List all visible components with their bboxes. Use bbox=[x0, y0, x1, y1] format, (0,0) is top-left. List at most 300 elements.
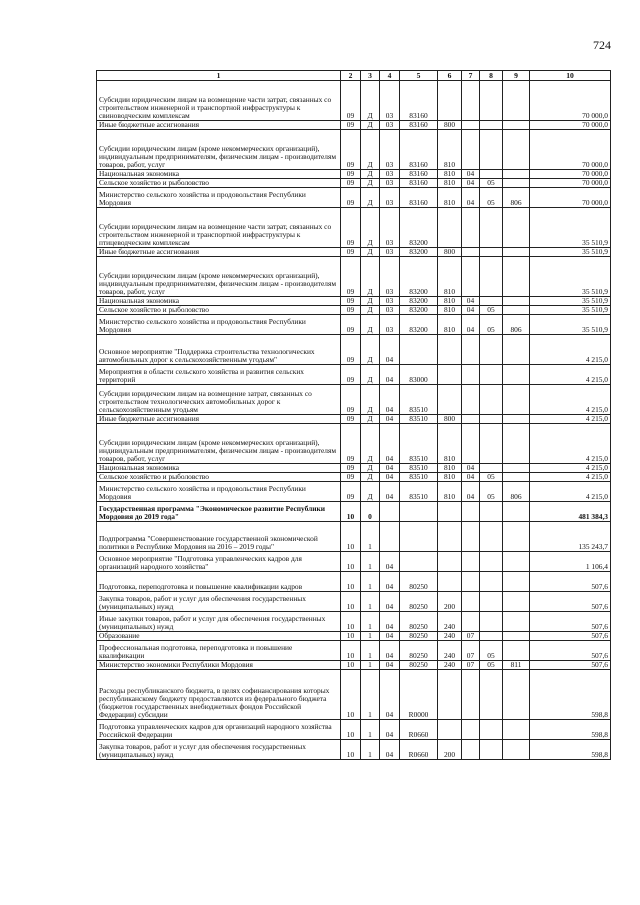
cell-direction: 83000 bbox=[400, 365, 438, 385]
cell-subdivision bbox=[480, 208, 503, 248]
cell-name: Министерство экономики Республики Мордовия bbox=[97, 661, 341, 670]
cell-expense-type: 240 bbox=[438, 661, 462, 670]
cell-ministry bbox=[503, 365, 530, 385]
cell-direction: R0660 bbox=[400, 720, 438, 740]
cell-direction bbox=[400, 502, 438, 522]
cell-division bbox=[462, 248, 480, 257]
cell-event: 04 bbox=[380, 661, 400, 670]
cell-expense-type bbox=[438, 385, 462, 415]
table-row bbox=[97, 661, 611, 670]
cell-ministry bbox=[503, 415, 530, 424]
cell-division bbox=[462, 522, 480, 552]
header-cell: 3 bbox=[361, 71, 380, 81]
cell-section: 10 bbox=[341, 572, 361, 592]
cell-division bbox=[462, 208, 480, 248]
cell-expense-type bbox=[438, 670, 462, 720]
cell-amount: 35 510,9 bbox=[530, 248, 611, 257]
cell-expense-type bbox=[438, 502, 462, 522]
cell-subdivision bbox=[480, 720, 503, 740]
page-number: 724 bbox=[593, 38, 611, 52]
cell-event: 04 bbox=[380, 464, 400, 473]
cell-amount: 4 215,0 bbox=[530, 473, 611, 482]
cell-direction bbox=[400, 522, 438, 552]
cell-section: 10 bbox=[341, 502, 361, 522]
cell-name: Сельское хозяйство и рыболовство bbox=[97, 179, 341, 188]
cell-subprogram: Д bbox=[361, 473, 380, 482]
cell-event bbox=[380, 522, 400, 552]
cell-division bbox=[462, 720, 480, 740]
cell-subdivision bbox=[480, 130, 503, 170]
cell-section: 10 bbox=[341, 522, 361, 552]
cell-ministry bbox=[503, 720, 530, 740]
cell-subdivision bbox=[480, 121, 503, 130]
cell-ministry bbox=[503, 424, 530, 464]
cell-expense-type bbox=[438, 572, 462, 592]
cell-subprogram: 1 bbox=[361, 612, 380, 632]
cell-division: 04 bbox=[462, 188, 480, 208]
cell-subdivision: 05 bbox=[480, 661, 503, 670]
cell-name: Субсидии юридическим лицам (кроме некоммерческих организаций), индивидуальным предпринимателям, физическим лицам - производителям товаров, работ, услуг bbox=[97, 424, 341, 464]
cell-subprogram: 1 bbox=[361, 641, 380, 661]
cell-section: 09 bbox=[341, 385, 361, 415]
cell-name: Министерство сельского хозяйства и продовольствия Республики Мордовия bbox=[97, 315, 341, 335]
cell-expense-type: 810 bbox=[438, 473, 462, 482]
cell-ministry: 806 bbox=[503, 188, 530, 208]
cell-division bbox=[462, 612, 480, 632]
cell-expense-type: 810 bbox=[438, 257, 462, 297]
table-row bbox=[97, 612, 611, 632]
cell-section: 10 bbox=[341, 612, 361, 632]
cell-subdivision bbox=[480, 248, 503, 257]
cell-subprogram: 1 bbox=[361, 552, 380, 572]
table-row bbox=[97, 572, 611, 592]
table-row bbox=[97, 179, 611, 188]
cell-subdivision bbox=[480, 385, 503, 415]
cell-division: 07 bbox=[462, 661, 480, 670]
cell-subprogram: Д bbox=[361, 121, 380, 130]
cell-expense-type: 810 bbox=[438, 306, 462, 315]
cell-subdivision: 05 bbox=[480, 473, 503, 482]
cell-amount: 507,6 bbox=[530, 592, 611, 612]
cell-name: Министерство сельского хозяйства и продовольствия Республики Мордовия bbox=[97, 482, 341, 502]
cell-section: 10 bbox=[341, 552, 361, 572]
cell-amount: 598,8 bbox=[530, 740, 611, 760]
cell-expense-type: 240 bbox=[438, 612, 462, 632]
cell-name: Сельское хозяйство и рыболовство bbox=[97, 306, 341, 315]
cell-name: Подготовка управленческих кадров для организаций народного хозяйства Российской Федерации bbox=[97, 720, 341, 740]
cell-subdivision bbox=[480, 257, 503, 297]
cell-subdivision: 05 bbox=[480, 482, 503, 502]
cell-section: 09 bbox=[341, 415, 361, 424]
cell-amount: 70 000,0 bbox=[530, 130, 611, 170]
cell-amount: 70 000,0 bbox=[530, 121, 611, 130]
cell-division bbox=[462, 335, 480, 365]
cell-ministry bbox=[503, 552, 530, 572]
header-cell: 8 bbox=[480, 71, 503, 81]
cell-division: 04 bbox=[462, 170, 480, 179]
cell-ministry bbox=[503, 257, 530, 297]
cell-ministry: 806 bbox=[503, 482, 530, 502]
cell-amount: 4 215,0 bbox=[530, 385, 611, 415]
cell-section: 09 bbox=[341, 473, 361, 482]
cell-expense-type bbox=[438, 81, 462, 121]
cell-direction: 80250 bbox=[400, 612, 438, 632]
cell-event: 03 bbox=[380, 306, 400, 315]
cell-section: 10 bbox=[341, 632, 361, 641]
cell-subdivision bbox=[480, 335, 503, 365]
cell-section: 10 bbox=[341, 670, 361, 720]
table-row bbox=[97, 632, 611, 641]
table-row bbox=[97, 335, 611, 365]
cell-expense-type: 810 bbox=[438, 130, 462, 170]
header-cell: 6 bbox=[438, 71, 462, 81]
cell-name: Сельское хозяйство и рыболовство bbox=[97, 473, 341, 482]
cell-amount: 1 106,4 bbox=[530, 552, 611, 572]
cell-amount: 70 000,0 bbox=[530, 170, 611, 179]
cell-name: Основное мероприятие "Поддержка строительства технологических автомобильных дорог к сельскохозяйственным угодьям" bbox=[97, 335, 341, 365]
cell-direction: 83200 bbox=[400, 248, 438, 257]
cell-section: 09 bbox=[341, 424, 361, 464]
cell-subdivision bbox=[480, 740, 503, 760]
cell-subdivision bbox=[480, 522, 503, 552]
cell-direction bbox=[400, 552, 438, 572]
cell-expense-type: 800 bbox=[438, 121, 462, 130]
cell-ministry bbox=[503, 522, 530, 552]
table-row bbox=[97, 670, 611, 720]
cell-expense-type: 810 bbox=[438, 170, 462, 179]
cell-section: 10 bbox=[341, 641, 361, 661]
table-row bbox=[97, 552, 611, 572]
cell-event: 04 bbox=[380, 572, 400, 592]
cell-amount: 507,6 bbox=[530, 641, 611, 661]
cell-expense-type bbox=[438, 522, 462, 552]
cell-event: 04 bbox=[380, 365, 400, 385]
cell-ministry bbox=[503, 297, 530, 306]
cell-subprogram: Д bbox=[361, 482, 380, 502]
cell-subdivision: 05 bbox=[480, 641, 503, 661]
cell-expense-type: 200 bbox=[438, 740, 462, 760]
cell-direction: 83200 bbox=[400, 297, 438, 306]
cell-event bbox=[380, 502, 400, 522]
cell-amount: 35 510,9 bbox=[530, 315, 611, 335]
table-row bbox=[97, 740, 611, 760]
table-row bbox=[97, 482, 611, 502]
cell-subdivision bbox=[480, 365, 503, 385]
cell-direction: R0660 bbox=[400, 740, 438, 760]
cell-subprogram: Д bbox=[361, 415, 380, 424]
cell-subprogram: 0 bbox=[361, 502, 380, 522]
cell-division bbox=[462, 740, 480, 760]
cell-subprogram: Д bbox=[361, 297, 380, 306]
cell-name: Субсидии юридическим лицам на возмещение части затрат, связанных со строительством инженерной и транспортной инфраструктуры к птицеводческим комплексам bbox=[97, 208, 341, 248]
cell-division bbox=[462, 257, 480, 297]
table-row bbox=[97, 257, 611, 297]
cell-name: Субсидии юридическим лицам (кроме некоммерческих организаций), индивидуальным предпринимателям, физическим лицам - производителям товаров, работ, услуг bbox=[97, 130, 341, 170]
cell-direction: 83200 bbox=[400, 208, 438, 248]
table-row bbox=[97, 720, 611, 740]
cell-amount: 507,6 bbox=[530, 661, 611, 670]
cell-section: 09 bbox=[341, 81, 361, 121]
cell-direction: R0000 bbox=[400, 670, 438, 720]
cell-amount: 507,6 bbox=[530, 612, 611, 632]
cell-direction: 83160 bbox=[400, 188, 438, 208]
cell-expense-type: 810 bbox=[438, 424, 462, 464]
table-row bbox=[97, 641, 611, 661]
cell-subprogram: 1 bbox=[361, 720, 380, 740]
cell-subprogram: Д bbox=[361, 385, 380, 415]
cell-event: 04 bbox=[380, 335, 400, 365]
cell-name: Иные бюджетные ассигнования bbox=[97, 121, 341, 130]
cell-event: 04 bbox=[380, 632, 400, 641]
cell-name: Субсидии юридическим лицам на возмещение затрат, связанных со строительством технологических автомобильных дорог к сельскохозяйственным угодьям bbox=[97, 385, 341, 415]
cell-expense-type: 810 bbox=[438, 482, 462, 502]
cell-amount: 135 243,7 bbox=[530, 522, 611, 552]
cell-division: 04 bbox=[462, 315, 480, 335]
cell-event: 04 bbox=[380, 385, 400, 415]
cell-subprogram: Д bbox=[361, 464, 380, 473]
cell-section: 09 bbox=[341, 188, 361, 208]
cell-event: 03 bbox=[380, 248, 400, 257]
cell-amount: 4 215,0 bbox=[530, 365, 611, 385]
cell-division bbox=[462, 130, 480, 170]
cell-division bbox=[462, 670, 480, 720]
cell-name: Закупка товаров, работ и услуг для обеспечения государственных (муниципальных) нужд bbox=[97, 740, 341, 760]
cell-event: 03 bbox=[380, 179, 400, 188]
cell-direction: 80250 bbox=[400, 572, 438, 592]
cell-direction: 83200 bbox=[400, 315, 438, 335]
cell-event: 04 bbox=[380, 482, 400, 502]
cell-subprogram: 1 bbox=[361, 632, 380, 641]
cell-name: Министерство сельского хозяйства и продовольствия Республики Мордовия bbox=[97, 188, 341, 208]
cell-division: 04 bbox=[462, 179, 480, 188]
cell-expense-type: 810 bbox=[438, 464, 462, 473]
cell-ministry bbox=[503, 81, 530, 121]
cell-name: Иные бюджетные ассигнования bbox=[97, 415, 341, 424]
cell-subprogram: Д bbox=[361, 424, 380, 464]
cell-ministry bbox=[503, 632, 530, 641]
cell-ministry: 811 bbox=[503, 661, 530, 670]
cell-division bbox=[462, 592, 480, 612]
cell-amount: 4 215,0 bbox=[530, 482, 611, 502]
cell-section: 10 bbox=[341, 661, 361, 670]
cell-event: 03 bbox=[380, 297, 400, 306]
cell-direction: 80250 bbox=[400, 632, 438, 641]
cell-expense-type bbox=[438, 552, 462, 572]
cell-subprogram: Д bbox=[361, 335, 380, 365]
cell-expense-type: 810 bbox=[438, 188, 462, 208]
cell-ministry bbox=[503, 464, 530, 473]
cell-name: Профессиональная подготовка, переподготовка и повышение квалификации bbox=[97, 641, 341, 661]
cell-expense-type: 810 bbox=[438, 179, 462, 188]
cell-direction: 83510 bbox=[400, 424, 438, 464]
cell-direction: 83510 bbox=[400, 482, 438, 502]
cell-division: 04 bbox=[462, 306, 480, 315]
cell-section: 10 bbox=[341, 740, 361, 760]
cell-subprogram: Д bbox=[361, 248, 380, 257]
cell-subprogram: Д bbox=[361, 170, 380, 179]
header-cell: 4 bbox=[380, 71, 400, 81]
table-row bbox=[97, 81, 611, 121]
table-row bbox=[97, 502, 611, 522]
cell-ministry bbox=[503, 385, 530, 415]
cell-name: Субсидии юридическим лицам (кроме некоммерческих организаций), индивидуальным предпринимателям, физическим лицам - производителям товаров, работ, услуг bbox=[97, 257, 341, 297]
cell-direction: 83160 bbox=[400, 170, 438, 179]
cell-event: 04 bbox=[380, 592, 400, 612]
cell-section: 09 bbox=[341, 208, 361, 248]
cell-event: 03 bbox=[380, 121, 400, 130]
cell-subprogram: Д bbox=[361, 179, 380, 188]
cell-subprogram: Д bbox=[361, 365, 380, 385]
cell-expense-type bbox=[438, 335, 462, 365]
cell-section: 09 bbox=[341, 315, 361, 335]
cell-subdivision: 05 bbox=[480, 315, 503, 335]
cell-direction: 80250 bbox=[400, 641, 438, 661]
cell-section: 09 bbox=[341, 248, 361, 257]
cell-division bbox=[462, 81, 480, 121]
cell-amount: 507,6 bbox=[530, 632, 611, 641]
cell-subprogram: 1 bbox=[361, 572, 380, 592]
table-row bbox=[97, 592, 611, 612]
cell-direction: 83160 bbox=[400, 179, 438, 188]
cell-direction: 83160 bbox=[400, 130, 438, 170]
cell-subprogram: Д bbox=[361, 315, 380, 335]
cell-section: 09 bbox=[341, 482, 361, 502]
cell-direction: 83200 bbox=[400, 306, 438, 315]
cell-name: Закупка товаров, работ и услуг для обеспечения государственных (муниципальных) нужд bbox=[97, 592, 341, 612]
cell-event: 04 bbox=[380, 740, 400, 760]
cell-event: 04 bbox=[380, 424, 400, 464]
cell-direction: 83510 bbox=[400, 415, 438, 424]
cell-subdivision bbox=[480, 81, 503, 121]
cell-division: 04 bbox=[462, 297, 480, 306]
cell-name: Расходы республиканского бюджета, в целях софинансирования которых республиканскому бюджету предоставляются из федерального бюджета (бюджетов государственных внебюджетных фондов Российской Федерации) субсидии bbox=[97, 670, 341, 720]
cell-expense-type: 200 bbox=[438, 592, 462, 612]
cell-subprogram: 1 bbox=[361, 522, 380, 552]
cell-amount: 35 510,9 bbox=[530, 297, 611, 306]
cell-event: 04 bbox=[380, 473, 400, 482]
cell-expense-type: 240 bbox=[438, 641, 462, 661]
cell-amount: 35 510,9 bbox=[530, 208, 611, 248]
cell-section: 09 bbox=[341, 130, 361, 170]
cell-ministry bbox=[503, 248, 530, 257]
cell-direction: 83160 bbox=[400, 121, 438, 130]
cell-subdivision bbox=[480, 612, 503, 632]
table-row bbox=[97, 522, 611, 552]
cell-ministry: 806 bbox=[503, 315, 530, 335]
table-row bbox=[97, 248, 611, 257]
cell-ministry bbox=[503, 179, 530, 188]
cell-direction: 83510 bbox=[400, 464, 438, 473]
cell-section: 10 bbox=[341, 592, 361, 612]
cell-amount: 70 000,0 bbox=[530, 179, 611, 188]
cell-name: Национальная экономика bbox=[97, 297, 341, 306]
cell-subdivision bbox=[480, 552, 503, 572]
cell-amount: 598,8 bbox=[530, 720, 611, 740]
cell-name: Государственная программа "Экономическое развитие Республики Мордовия до 2019 года" bbox=[97, 502, 341, 522]
cell-ministry bbox=[503, 740, 530, 760]
table-row bbox=[97, 315, 611, 335]
cell-subdivision bbox=[480, 502, 503, 522]
cell-event: 03 bbox=[380, 315, 400, 335]
cell-subprogram: Д bbox=[361, 208, 380, 248]
cell-subprogram: Д bbox=[361, 188, 380, 208]
cell-expense-type: 810 bbox=[438, 297, 462, 306]
cell-ministry bbox=[503, 306, 530, 315]
cell-division bbox=[462, 552, 480, 572]
cell-section: 09 bbox=[341, 179, 361, 188]
table-row bbox=[97, 473, 611, 482]
cell-expense-type: 800 bbox=[438, 248, 462, 257]
cell-ministry bbox=[503, 130, 530, 170]
header-cell: 2 bbox=[341, 71, 361, 81]
cell-direction: 80250 bbox=[400, 592, 438, 612]
table-row bbox=[97, 365, 611, 385]
cell-subdivision: 05 bbox=[480, 188, 503, 208]
cell-amount: 4 215,0 bbox=[530, 415, 611, 424]
table-body bbox=[97, 81, 611, 760]
cell-division bbox=[462, 424, 480, 464]
cell-ministry bbox=[503, 170, 530, 179]
cell-name: Мероприятия в области сельского хозяйства и развития сельских территорий bbox=[97, 365, 341, 385]
cell-ministry bbox=[503, 592, 530, 612]
cell-name: Национальная экономика bbox=[97, 464, 341, 473]
cell-section: 09 bbox=[341, 257, 361, 297]
cell-section: 09 bbox=[341, 121, 361, 130]
cell-event: 03 bbox=[380, 81, 400, 121]
cell-subprogram: Д bbox=[361, 130, 380, 170]
cell-subprogram: Д bbox=[361, 257, 380, 297]
cell-name: Образование bbox=[97, 632, 341, 641]
cell-amount: 70 000,0 bbox=[530, 81, 611, 121]
table-row bbox=[97, 297, 611, 306]
cell-direction: 83200 bbox=[400, 257, 438, 297]
cell-ministry bbox=[503, 670, 530, 720]
cell-subdivision bbox=[480, 424, 503, 464]
cell-ministry bbox=[503, 121, 530, 130]
cell-expense-type bbox=[438, 720, 462, 740]
table-row bbox=[97, 385, 611, 415]
cell-ministry bbox=[503, 502, 530, 522]
cell-division bbox=[462, 365, 480, 385]
header-row bbox=[97, 71, 611, 81]
header-cell: 9 bbox=[503, 71, 530, 81]
cell-direction: 83510 bbox=[400, 385, 438, 415]
header-cell: 5 bbox=[400, 71, 438, 81]
cell-event: 03 bbox=[380, 257, 400, 297]
cell-name: Иные бюджетные ассигнования bbox=[97, 248, 341, 257]
cell-amount: 4 215,0 bbox=[530, 464, 611, 473]
cell-event: 04 bbox=[380, 670, 400, 720]
cell-section: 09 bbox=[341, 297, 361, 306]
cell-amount: 507,6 bbox=[530, 572, 611, 592]
cell-amount: 35 510,9 bbox=[530, 257, 611, 297]
header-cell: 10 bbox=[530, 71, 611, 81]
table-row bbox=[97, 121, 611, 130]
cell-event: 03 bbox=[380, 130, 400, 170]
cell-subdivision bbox=[480, 632, 503, 641]
cell-name: Подготовка, переподготовка и повышение квалификации кадров bbox=[97, 572, 341, 592]
cell-section: 09 bbox=[341, 464, 361, 473]
cell-subprogram: 1 bbox=[361, 670, 380, 720]
cell-expense-type bbox=[438, 365, 462, 385]
table-row bbox=[97, 170, 611, 179]
cell-section: 09 bbox=[341, 335, 361, 365]
cell-subprogram: 1 bbox=[361, 740, 380, 760]
table-row bbox=[97, 130, 611, 170]
cell-event: 04 bbox=[380, 720, 400, 740]
cell-division: 04 bbox=[462, 464, 480, 473]
cell-expense-type bbox=[438, 208, 462, 248]
